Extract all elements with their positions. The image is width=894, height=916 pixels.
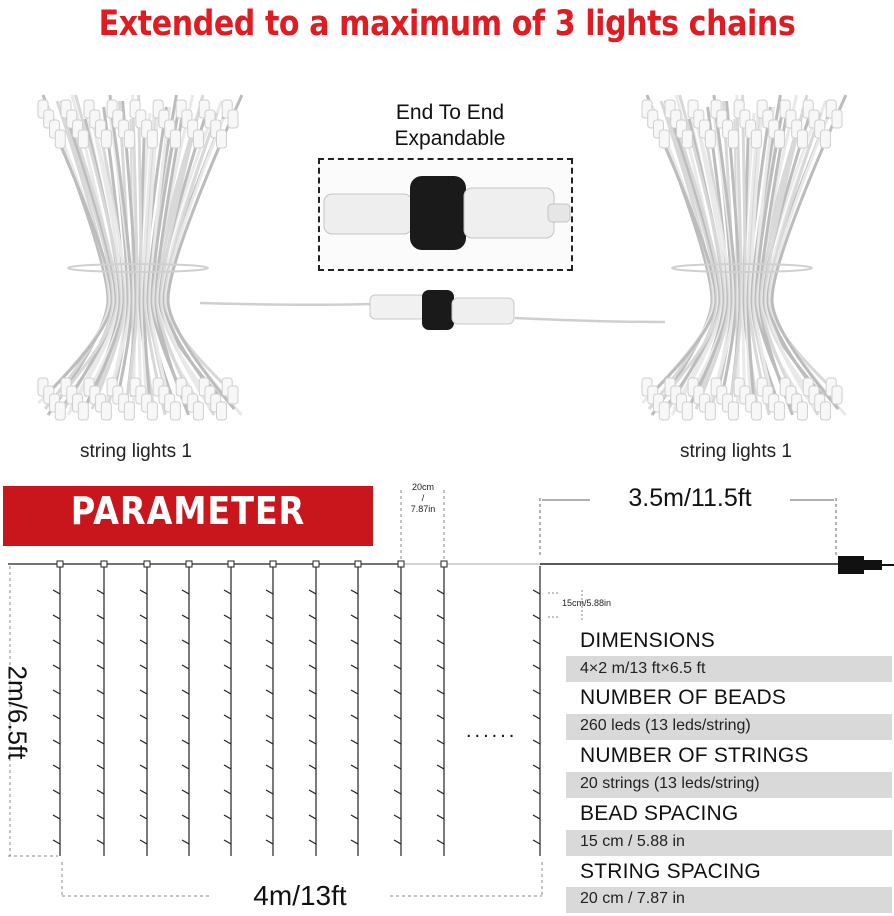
- curtain-string: [266, 561, 276, 856]
- curtain-string: [437, 561, 447, 856]
- spec-title-strings: NUMBER OF STRINGS: [580, 744, 809, 767]
- height-label: 2m/6.5ft: [2, 665, 33, 760]
- curtain-string: [394, 561, 404, 856]
- string-gap-in: 7.87in: [410, 504, 436, 514]
- spec-title-string-spacing: STRING SPACING: [580, 860, 761, 883]
- more-strings-ellipsis: ......: [466, 720, 518, 742]
- curtain-string: [140, 561, 150, 856]
- curtain-string: [351, 561, 361, 856]
- expand-label-line1: End To End: [395, 101, 505, 124]
- string-gap-label: [398, 482, 448, 515]
- spec-value-dimensions: 4×2 m/13 ft×6.5 ft: [580, 660, 706, 677]
- curtain-string: [53, 561, 63, 856]
- spec-title-beads: NUMBER OF BEADS: [580, 686, 787, 709]
- curtain-string: [97, 561, 107, 856]
- curtain-string: [224, 561, 234, 856]
- bead-gap-label: 15cm/5.88in: [562, 598, 612, 608]
- parameter-banner-text: PARAMETER: [70, 489, 306, 533]
- string-gap-cm: 20cm: [411, 482, 434, 492]
- power-plug: [838, 556, 894, 574]
- spec-title-bead-spacing: BEAD SPACING: [580, 802, 739, 825]
- width-label: 4m/13ft: [253, 880, 347, 911]
- curtain-string: [309, 561, 319, 856]
- expand-label-line2: Expandable: [394, 127, 506, 150]
- spec-value-strings: 20 strings (13 leds/string): [580, 775, 760, 792]
- caption-right: string lights 1: [680, 441, 792, 462]
- curtain-string-last: [533, 590, 540, 844]
- caption-left: string lights 1: [80, 441, 192, 462]
- string-gap-slash: /: [421, 493, 425, 503]
- curtain-string: [182, 561, 192, 856]
- lead-length-label: 3.5m/11.5ft: [628, 484, 752, 512]
- spec-value-beads: 260 leds (13 leds/string): [580, 717, 751, 734]
- spec-title-dimensions: DIMENSIONS: [580, 629, 716, 652]
- headline: Extended to a maximum of 3 lights chains: [98, 4, 796, 44]
- spec-value-string-spacing: 20 cm / 7.87 in: [580, 890, 685, 907]
- spec-value-bead-spacing: 15 cm / 5.88 in: [580, 833, 685, 850]
